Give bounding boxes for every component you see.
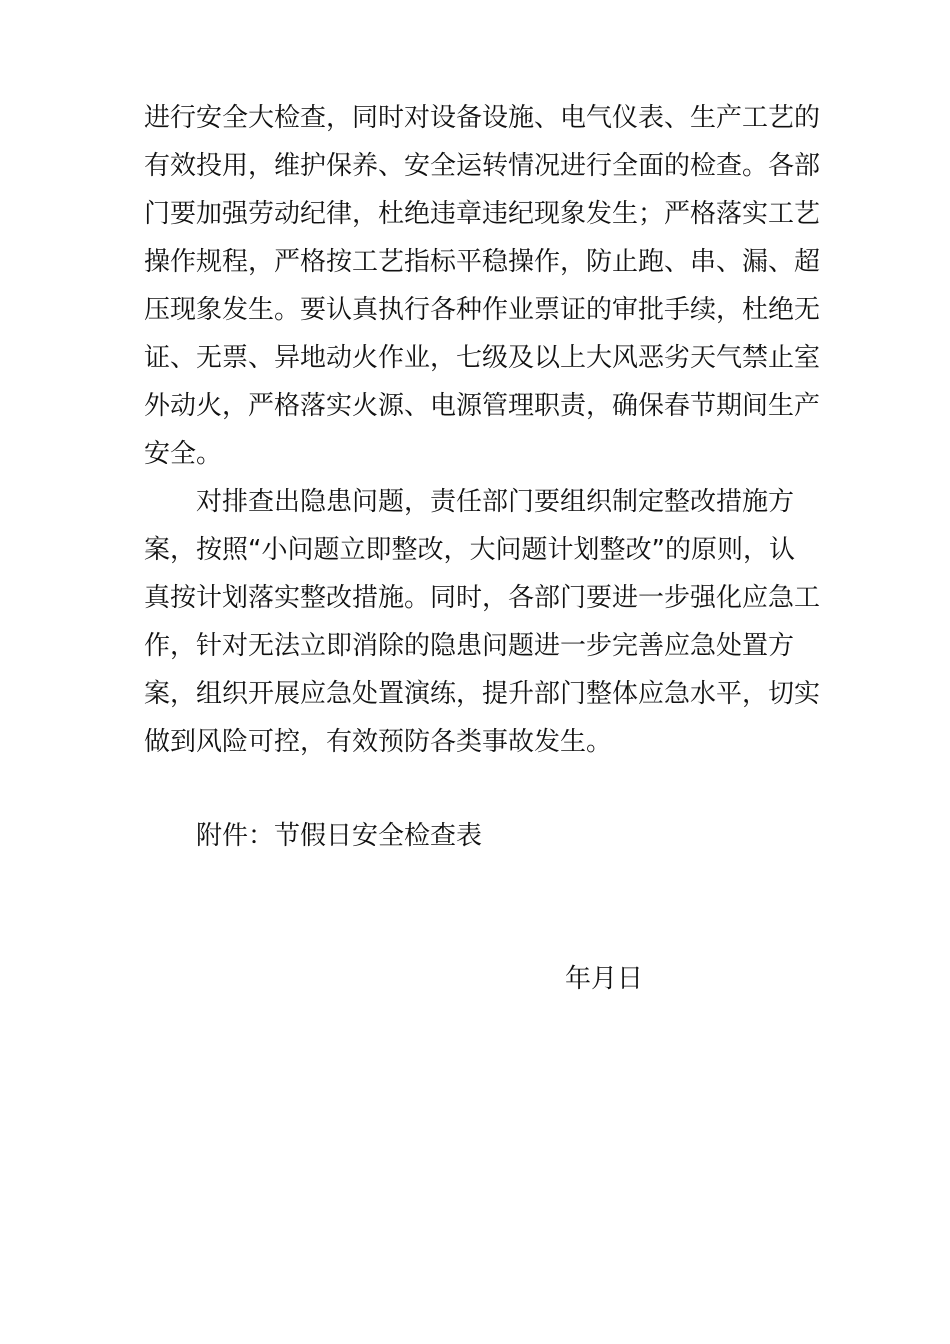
paragraph-line: 案，按照“小问题立即整改，大问题计划整改”的原则，认 xyxy=(144,535,795,565)
paragraph-line: 做到风险可控，有效预防各类事故发生。 xyxy=(144,727,613,757)
paragraph-line: 外动火，严格落实火源、电源管理职责，确保春节期间生产 xyxy=(144,391,821,421)
paragraph-line: 真按计划落实整改措施。同时，各部门要进一步强化应急工 xyxy=(144,583,821,613)
paragraph-line: 压现象发生。要认真执行各种作业票证的审批手续，杜绝无 xyxy=(144,295,821,325)
date-line: 年月日 xyxy=(565,964,644,994)
paragraph-line: 门要加强劳动纪律，杜绝违章违纪现象发生；严格落实工艺 xyxy=(144,199,821,229)
paragraph-line: 有效投用，维护保养、安全运转情况进行全面的检查。各部 xyxy=(144,151,821,181)
paragraph-line: 进行安全大检查，同时对设备设施、电气仪表、生产工艺的 xyxy=(144,103,821,133)
paragraph-line: 操作规程，严格按工艺指标平稳操作，防止跑、串、漏、超 xyxy=(144,247,821,277)
paragraph-line: 证、无票、异地动火作业，七级及以上大风恶劣天气禁止室 xyxy=(144,343,821,373)
paragraph-line: 案，组织开展应急处置演练，提升部门整体应急水平，切实 xyxy=(144,679,821,709)
paragraph-line: 安全。 xyxy=(144,439,223,469)
attachment-note: 附件：节假日安全检查表 xyxy=(196,821,483,851)
paragraph-line: 作，针对无法立即消除的隐患问题进一步完善应急处置方 xyxy=(144,631,795,661)
paragraph-line: 对排查出隐患问题，责任部门要组织制定整改措施方 xyxy=(196,487,795,517)
